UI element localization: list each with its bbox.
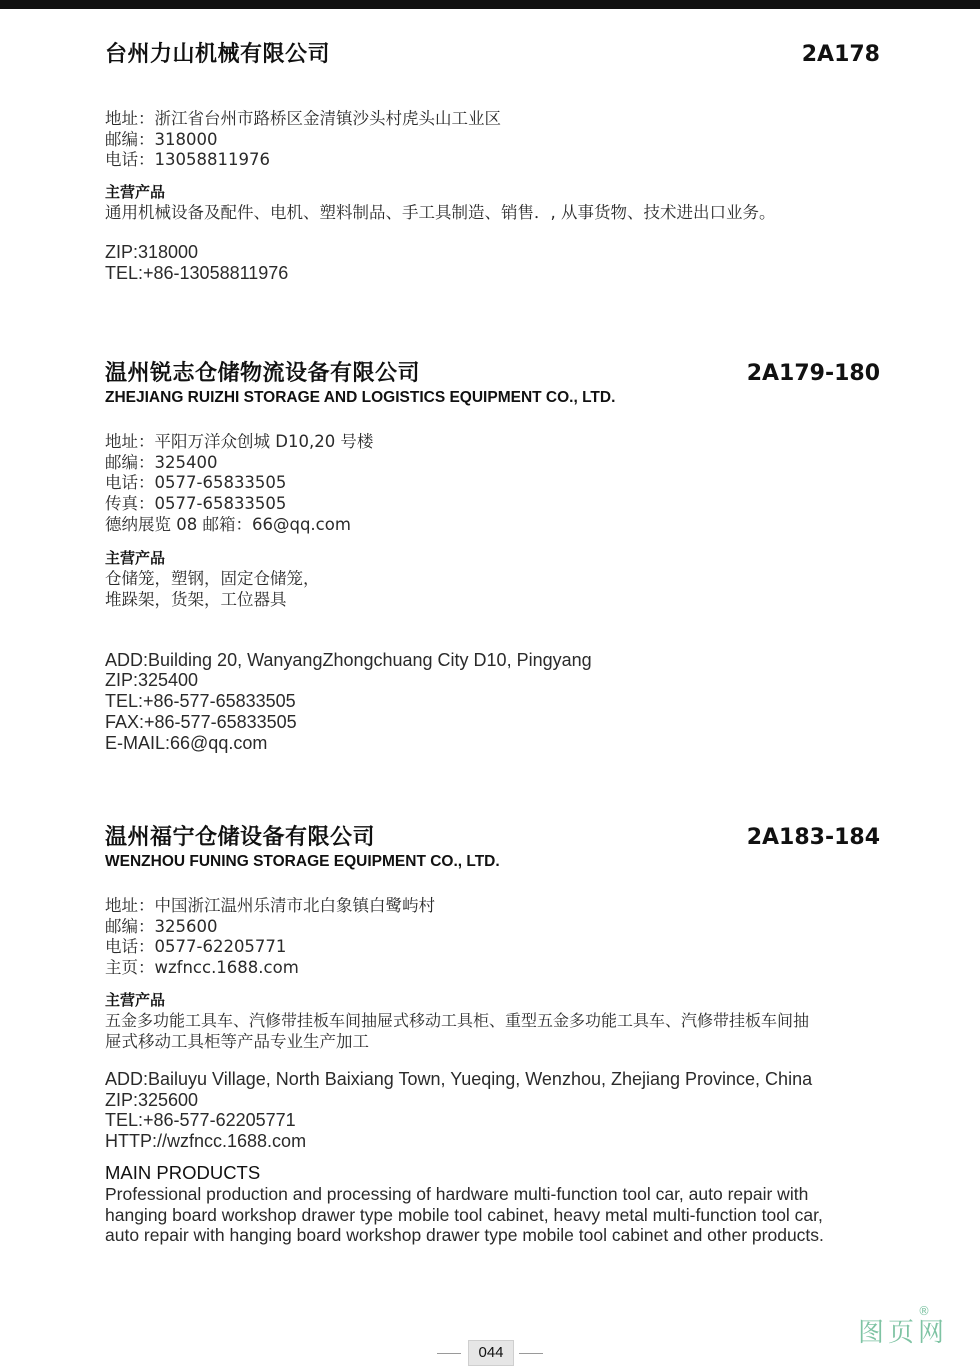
contact-line-en: ZIP:318000 [105, 242, 199, 263]
contact-line: 电话：0577-62205771 [105, 937, 287, 957]
products-en [105, 1162, 880, 1246]
registered-mark: ® [918, 1304, 930, 1318]
products-cn [105, 991, 880, 1052]
products-text-cn: 通用机械设备及配件、电机、塑料制品、手工具制造、销售．, 从事货物、技术进出口业务。 [105, 203, 776, 223]
contact-line-en: HTTP://wzfncc.1688.com [105, 1131, 307, 1152]
company-name-cn: 温州锐志仓储物流设备有限公司 [105, 361, 421, 386]
exhibitor-entry-3 [105, 823, 880, 1246]
products-text-en: hanging board workshop drawer type mobile tool cabinet, heavy metal multi-function tool car, [105, 1204, 823, 1225]
contact-cn [105, 432, 880, 536]
products-title-cn: 主营产品 [105, 548, 166, 567]
entry-header [105, 359, 880, 389]
footer-rule-right [519, 1353, 543, 1354]
contact-line: 地址：平阳万洋众创城 D10,20 号楼 [105, 432, 374, 451]
exhibitor-entry-1 [105, 40, 880, 284]
contact-line-en: TEL:+86-577-62205771 [105, 1110, 296, 1131]
products-title-cn: 主营产品 [105, 990, 166, 1009]
products-cn [105, 183, 880, 223]
company-name-cn: 台州力山机械有限公司 [105, 42, 331, 67]
products-text-en: Professional production and processing of hardware multi-function tool car, auto repair with [105, 1184, 809, 1204]
company-name-cn: 温州福宁仓储设备有限公司 [105, 825, 376, 850]
products-title-cn: 主营产品 [105, 183, 166, 202]
contact-line: 德纳展览 08 邮箱：66@qq.com [105, 514, 351, 534]
contact-line-en: TEL:+86-13058811976 [105, 262, 289, 283]
top-border-bar [0, 0, 980, 9]
contact-line: 地址：浙江省台州市路桥区金清镇沙头村虎头山工业区 [105, 109, 501, 128]
page-number: 044 [468, 1340, 514, 1366]
entry-header [105, 823, 880, 853]
contact-line-en: ZIP:325600 [105, 1089, 199, 1110]
contact-en [105, 650, 880, 754]
contact-line: 主页：wzfncc.1688.com [105, 958, 299, 978]
products-text-cn: 五金多功能工具车、汽修带挂板车间抽屉式移动工具柜、重型五金多功能工具车、汽修带挂板车间抽 [105, 1010, 810, 1030]
company-name-en: ZHEJIANG RUIZHI STORAGE AND LOGISTICS EQUIPMENT CO., LTD. [105, 389, 616, 406]
products-cn [105, 549, 880, 610]
products-text-cn: 堆跺架，货架，工位器具 [105, 589, 287, 609]
contact-line: 电话：0577-65833505 [105, 473, 287, 493]
contact-line-en: ADD:Bailuyu Village, North Baixiang Town, Yueqing, Wenzhou, Zhejiang Province, China [105, 1068, 813, 1089]
booth-number: 2A179-180 [746, 361, 880, 386]
booth-number: 2A183-184 [746, 825, 880, 850]
entry-header [105, 40, 880, 70]
exhibitor-entry-2 [105, 359, 880, 754]
contact-cn [105, 109, 880, 171]
products-text-cn: 仓储笼，塑钢，固定仓储笼， [105, 568, 320, 588]
products-text-en: auto repair with hanging board workshop drawer type mobile tool cabinet and other products. [105, 1225, 824, 1246]
contact-line: 邮编：325400 [105, 452, 218, 472]
contact-cn [105, 896, 880, 979]
contact-line: 电话：13058811976 [105, 150, 270, 170]
contact-en [105, 242, 880, 284]
contact-line: 地址：中国浙江温州乐清市北白象镇白鹭屿村 [105, 896, 435, 915]
booth-number: 2A178 [801, 42, 880, 67]
contact-line-en: E-MAIL:66@qq.com [105, 732, 268, 753]
watermark-logo: 图页网 [858, 1318, 949, 1348]
contact-line: 传真：0577-65833505 [105, 494, 287, 514]
footer-rule-left [437, 1353, 461, 1354]
contact-line-en: FAX:+86-577-65833505 [105, 711, 297, 732]
contact-en [105, 1069, 880, 1152]
contact-line-en: TEL:+86-577-65833505 [105, 691, 296, 712]
page-footer [0, 1330, 980, 1366]
company-name-en: WENZHOU FUNING STORAGE EQUIPMENT CO., LTD. [105, 853, 500, 870]
products-title-en: MAIN PRODUCTS [105, 1162, 261, 1183]
contact-line: 邮编：325600 [105, 916, 218, 936]
contact-line: 邮编：318000 [105, 129, 218, 149]
products-text-cn: 屉式移动工具柜等产品专业生产加工 [105, 1031, 369, 1051]
contact-line-en: ZIP:325400 [105, 670, 199, 691]
contact-line-en: ADD:Building 20, WanyangZhongchuang City D10, Pingyang [105, 649, 592, 670]
